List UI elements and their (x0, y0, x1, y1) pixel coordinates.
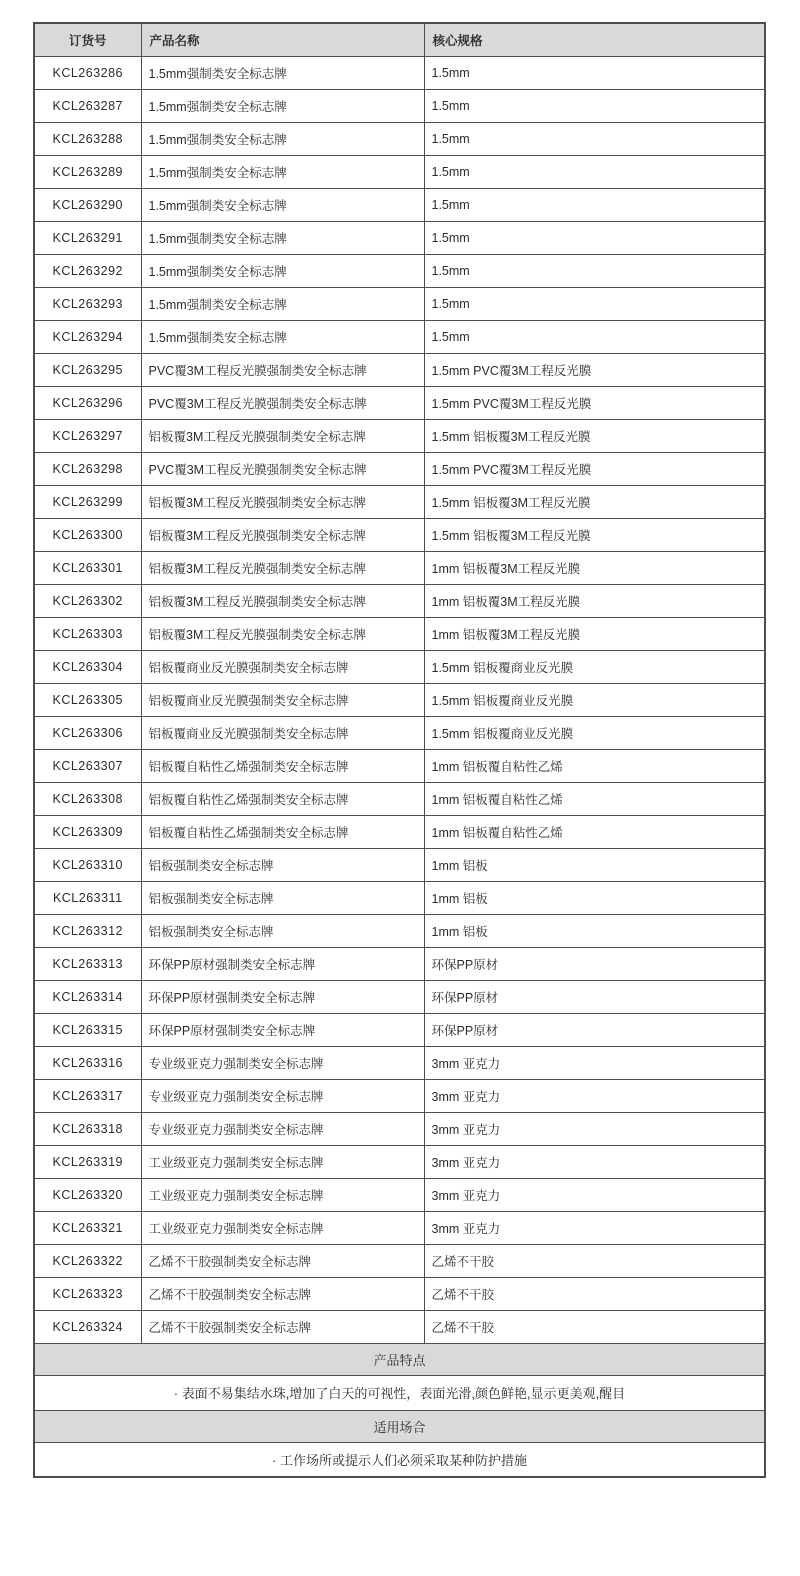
spec-cell: 1.5mm (424, 221, 765, 254)
section-title-row-features (34, 1343, 765, 1375)
table-row (34, 1145, 765, 1178)
spec-cell: 1.5mm PVC覆3M工程反光膜 (424, 353, 765, 386)
order-no-cell: KCL263304 (34, 650, 141, 683)
spec-cell: 1.5mm (424, 56, 765, 89)
order-no-cell: KCL263318 (34, 1112, 141, 1145)
order-no-cell: KCL263288 (34, 122, 141, 155)
table-row (34, 1277, 765, 1310)
table-row (34, 155, 765, 188)
order-no-cell: KCL263317 (34, 1079, 141, 1112)
table-row (34, 353, 765, 386)
spec-cell: 3mm 亚克力 (424, 1046, 765, 1079)
spec-cell: 乙烯不干胶 (424, 1310, 765, 1343)
spec-cell: 3mm 亚克力 (424, 1178, 765, 1211)
table-row (34, 914, 765, 947)
product-name-cell: 铝板覆商业反光膜强制类安全标志牌 (141, 716, 424, 749)
order-no-cell: KCL263294 (34, 320, 141, 353)
spec-cell: 1.5mm (424, 287, 765, 320)
product-name-cell: 铝板强制类安全标志牌 (141, 848, 424, 881)
product-name-cell: 铝板覆自粘性乙烯强制类安全标志牌 (141, 749, 424, 782)
product-name-cell: PVC覆3M工程反光膜强制类安全标志牌 (141, 452, 424, 485)
table-row (34, 617, 765, 650)
product-name-cell: 铝板覆3M工程反光膜强制类安全标志牌 (141, 617, 424, 650)
order-no-cell: KCL263311 (34, 881, 141, 914)
order-no-cell: KCL263306 (34, 716, 141, 749)
table-row (34, 56, 765, 89)
product-name-cell: 专业级亚克力强制类安全标志牌 (141, 1112, 424, 1145)
table-row (34, 551, 765, 584)
order-no-cell: KCL263320 (34, 1178, 141, 1211)
order-no-cell: KCL263293 (34, 287, 141, 320)
order-no-cell: KCL263319 (34, 1145, 141, 1178)
col-header-product-name: 产品名称 (141, 23, 424, 56)
product-name-cell: 1.5mm强制类安全标志牌 (141, 287, 424, 320)
spec-cell: 1.5mm 铝板覆商业反光膜 (424, 716, 765, 749)
order-no-cell: KCL263307 (34, 749, 141, 782)
order-no-cell: KCL263303 (34, 617, 141, 650)
product-name-cell: PVC覆3M工程反光膜强制类安全标志牌 (141, 353, 424, 386)
product-name-cell: 1.5mm强制类安全标志牌 (141, 122, 424, 155)
order-no-cell: KCL263312 (34, 914, 141, 947)
product-name-cell: 1.5mm强制类安全标志牌 (141, 320, 424, 353)
order-no-cell: KCL263299 (34, 485, 141, 518)
order-no-cell: KCL263298 (34, 452, 141, 485)
table-row (34, 848, 765, 881)
table-row (34, 683, 765, 716)
table-row (34, 1310, 765, 1343)
table-row (34, 89, 765, 122)
spec-cell: 乙烯不干胶 (424, 1244, 765, 1277)
col-header-spec: 核心规格 (424, 23, 765, 56)
order-no-cell: KCL263290 (34, 188, 141, 221)
spec-cell: 1.5mm PVC覆3M工程反光膜 (424, 452, 765, 485)
col-header-order-no: 订货号 (34, 23, 141, 56)
table-row (34, 749, 765, 782)
order-no-cell: KCL263301 (34, 551, 141, 584)
product-spec-table (33, 22, 766, 1478)
order-no-cell: KCL263300 (34, 518, 141, 551)
table-row (34, 452, 765, 485)
spec-cell: 1.5mm 铝板覆商业反光膜 (424, 683, 765, 716)
table-row (34, 1046, 765, 1079)
table-row (34, 1211, 765, 1244)
table-row (34, 1178, 765, 1211)
product-name-cell: 乙烯不干胶强制类安全标志牌 (141, 1244, 424, 1277)
table-row (34, 584, 765, 617)
spec-cell: 环保PP原材 (424, 947, 765, 980)
spec-cell: 1.5mm (424, 188, 765, 221)
product-spec-table-container (33, 22, 764, 1478)
section-title-usage: 适用场合 (34, 1410, 765, 1442)
product-name-cell: 铝板覆3M工程反光膜强制类安全标志牌 (141, 551, 424, 584)
table-row (34, 650, 765, 683)
product-name-cell: 工业级亚克力强制类安全标志牌 (141, 1211, 424, 1244)
order-no-cell: KCL263308 (34, 782, 141, 815)
table-row (34, 221, 765, 254)
spec-cell: 1.5mm (424, 320, 765, 353)
product-name-cell: 1.5mm强制类安全标志牌 (141, 221, 424, 254)
order-no-cell: KCL263314 (34, 980, 141, 1013)
order-no-cell: KCL263324 (34, 1310, 141, 1343)
product-name-cell: 工业级亚克力强制类安全标志牌 (141, 1145, 424, 1178)
section-title-features: 产品特点 (34, 1343, 765, 1375)
order-no-cell: KCL263310 (34, 848, 141, 881)
spec-cell: 乙烯不干胶 (424, 1277, 765, 1310)
order-no-cell: KCL263292 (34, 254, 141, 287)
spec-cell: 1.5mm (424, 122, 765, 155)
table-sections (34, 1343, 765, 1477)
product-name-cell: 铝板覆3M工程反光膜强制类安全标志牌 (141, 419, 424, 452)
table-row (34, 881, 765, 914)
table-row (34, 254, 765, 287)
product-name-cell: 乙烯不干胶强制类安全标志牌 (141, 1277, 424, 1310)
spec-cell: 1.5mm (424, 254, 765, 287)
product-name-cell: 铝板覆3M工程反光膜强制类安全标志牌 (141, 518, 424, 551)
table-row (34, 980, 765, 1013)
order-no-cell: KCL263323 (34, 1277, 141, 1310)
section-title-row-usage (34, 1410, 765, 1442)
order-no-cell: KCL263302 (34, 584, 141, 617)
order-no-cell: KCL263296 (34, 386, 141, 419)
product-name-cell: 1.5mm强制类安全标志牌 (141, 188, 424, 221)
spec-cell: 1.5mm 铝板覆3M工程反光膜 (424, 518, 765, 551)
order-no-cell: KCL263321 (34, 1211, 141, 1244)
product-name-cell: 铝板覆商业反光膜强制类安全标志牌 (141, 650, 424, 683)
table-row (34, 1112, 765, 1145)
spec-cell: 3mm 亚克力 (424, 1079, 765, 1112)
order-no-cell: KCL263286 (34, 56, 141, 89)
order-no-cell: KCL263295 (34, 353, 141, 386)
spec-cell: 1mm 铝板覆自粘性乙烯 (424, 815, 765, 848)
table-row (34, 1079, 765, 1112)
table-row (34, 815, 765, 848)
table-row (34, 122, 765, 155)
table-row (34, 386, 765, 419)
order-no-cell: KCL263322 (34, 1244, 141, 1277)
product-name-cell: 专业级亚克力强制类安全标志牌 (141, 1046, 424, 1079)
spec-cell: 1mm 铝板 (424, 914, 765, 947)
table-row (34, 419, 765, 452)
product-name-cell: 专业级亚克力强制类安全标志牌 (141, 1079, 424, 1112)
order-no-cell: KCL263315 (34, 1013, 141, 1046)
order-no-cell: KCL263287 (34, 89, 141, 122)
table-row (34, 485, 765, 518)
order-no-cell: KCL263313 (34, 947, 141, 980)
spec-cell: 环保PP原材 (424, 980, 765, 1013)
table-row (34, 1244, 765, 1277)
spec-cell: 1.5mm (424, 155, 765, 188)
product-name-cell: 1.5mm强制类安全标志牌 (141, 56, 424, 89)
product-name-cell: 铝板强制类安全标志牌 (141, 914, 424, 947)
table-row (34, 188, 765, 221)
spec-cell: 3mm 亚克力 (424, 1112, 765, 1145)
product-name-cell: 1.5mm强制类安全标志牌 (141, 254, 424, 287)
product-name-cell: 环保PP原材强制类安全标志牌 (141, 980, 424, 1013)
spec-cell: 1.5mm 铝板覆商业反光膜 (424, 650, 765, 683)
spec-cell: 1mm 铝板覆自粘性乙烯 (424, 782, 765, 815)
product-name-cell: 环保PP原材强制类安全标志牌 (141, 947, 424, 980)
product-name-cell: 铝板覆自粘性乙烯强制类安全标志牌 (141, 815, 424, 848)
product-name-cell: 1.5mm强制类安全标志牌 (141, 155, 424, 188)
section-content-usage: · 工作场所或提示人们必须采取某种防护措施 (34, 1442, 765, 1477)
section-content-features: · 表面不易集结水珠,增加了白天的可视性，表面光滑,颜色鲜艳,显示更美观,醒目 (34, 1375, 765, 1410)
order-no-cell: KCL263297 (34, 419, 141, 452)
product-name-cell: 1.5mm强制类安全标志牌 (141, 89, 424, 122)
spec-cell: 1mm 铝板 (424, 881, 765, 914)
table-header (34, 23, 765, 56)
table-row (34, 320, 765, 353)
product-name-cell: 环保PP原材强制类安全标志牌 (141, 1013, 424, 1046)
spec-cell: 1mm 铝板覆自粘性乙烯 (424, 749, 765, 782)
spec-cell: 1mm 铝板覆3M工程反光膜 (424, 617, 765, 650)
table-row (34, 716, 765, 749)
order-no-cell: KCL263289 (34, 155, 141, 188)
product-name-cell: 铝板覆商业反光膜强制类安全标志牌 (141, 683, 424, 716)
spec-cell: 1.5mm PVC覆3M工程反光膜 (424, 386, 765, 419)
spec-cell: 1.5mm 铝板覆3M工程反光膜 (424, 485, 765, 518)
order-no-cell: KCL263309 (34, 815, 141, 848)
spec-cell: 1.5mm 铝板覆3M工程反光膜 (424, 419, 765, 452)
product-name-cell: 铝板强制类安全标志牌 (141, 881, 424, 914)
order-no-cell: KCL263316 (34, 1046, 141, 1079)
table-row (34, 782, 765, 815)
order-no-cell: KCL263305 (34, 683, 141, 716)
spec-cell: 1mm 铝板覆3M工程反光膜 (424, 551, 765, 584)
product-name-cell: 乙烯不干胶强制类安全标志牌 (141, 1310, 424, 1343)
order-no-cell: KCL263291 (34, 221, 141, 254)
spec-cell: 1.5mm (424, 89, 765, 122)
section-content-row-usage (34, 1442, 765, 1477)
product-name-cell: 铝板覆3M工程反光膜强制类安全标志牌 (141, 485, 424, 518)
spec-cell: 1mm 铝板 (424, 848, 765, 881)
product-name-cell: 工业级亚克力强制类安全标志牌 (141, 1178, 424, 1211)
table-body (34, 56, 765, 1343)
table-row (34, 287, 765, 320)
product-name-cell: 铝板覆自粘性乙烯强制类安全标志牌 (141, 782, 424, 815)
table-row (34, 518, 765, 551)
section-content-row-features (34, 1375, 765, 1410)
product-name-cell: PVC覆3M工程反光膜强制类安全标志牌 (141, 386, 424, 419)
table-header-row (34, 23, 765, 56)
spec-cell: 环保PP原材 (424, 1013, 765, 1046)
spec-cell: 3mm 亚克力 (424, 1145, 765, 1178)
spec-cell: 1mm 铝板覆3M工程反光膜 (424, 584, 765, 617)
spec-cell: 3mm 亚克力 (424, 1211, 765, 1244)
table-row (34, 947, 765, 980)
product-name-cell: 铝板覆3M工程反光膜强制类安全标志牌 (141, 584, 424, 617)
table-row (34, 1013, 765, 1046)
